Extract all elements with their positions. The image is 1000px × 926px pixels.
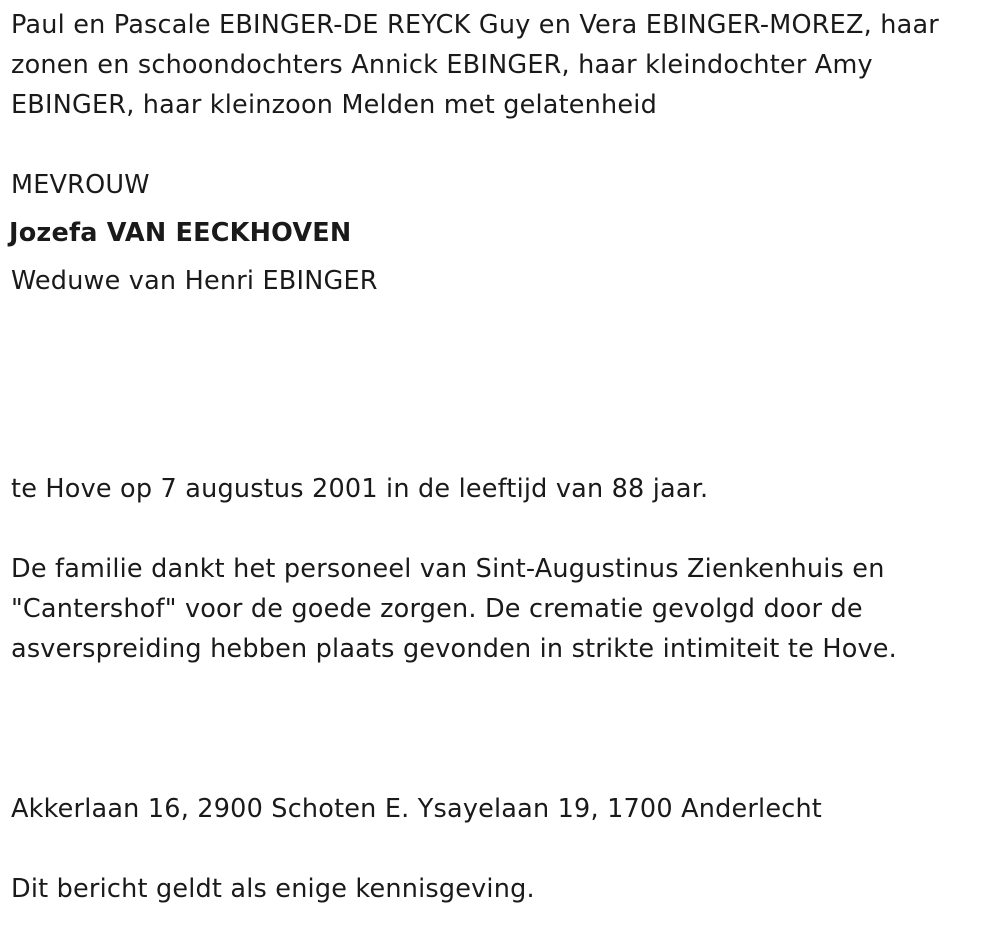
intro-line-1: Paul en Pascale EBINGER-DE REYCK Guy en Vera EBINGER-MOREZ, haar [11, 10, 939, 40]
intro-line-3: EBINGER, haar kleinzoon Melden met gelatenheid [11, 90, 657, 120]
deceased-name: Jozefa VAN EECKHOVEN [9, 218, 352, 248]
widow-of-line: Weduwe van Henri EBINGER [11, 266, 378, 296]
closing-line: Dit bericht geldt als enige kennisgeving. [11, 874, 535, 904]
thanks-line-3: asverspreiding hebben plaats gevonden in strikte intimiteit te Hove. [11, 634, 897, 664]
thanks-line-1: De familie dankt het personeel van Sint-Augustinus Zienkenhuis en [11, 554, 885, 584]
addresses-line: Akkerlaan 16, 2900 Schoten E. Ysayelaan 19, 1700 Anderlecht [11, 794, 823, 824]
death-info: te Hove op 7 augustus 2001 in de leeftijd van 88 jaar. [11, 474, 709, 504]
thanks-line-2: "Cantershof" voor de goede zorgen. De crematie gevolgd door de [11, 594, 863, 624]
honorific-title: MEVROUW [11, 170, 150, 200]
intro-line-2: zonen en schoondochters Annick EBINGER, haar kleindochter Amy [11, 50, 873, 80]
